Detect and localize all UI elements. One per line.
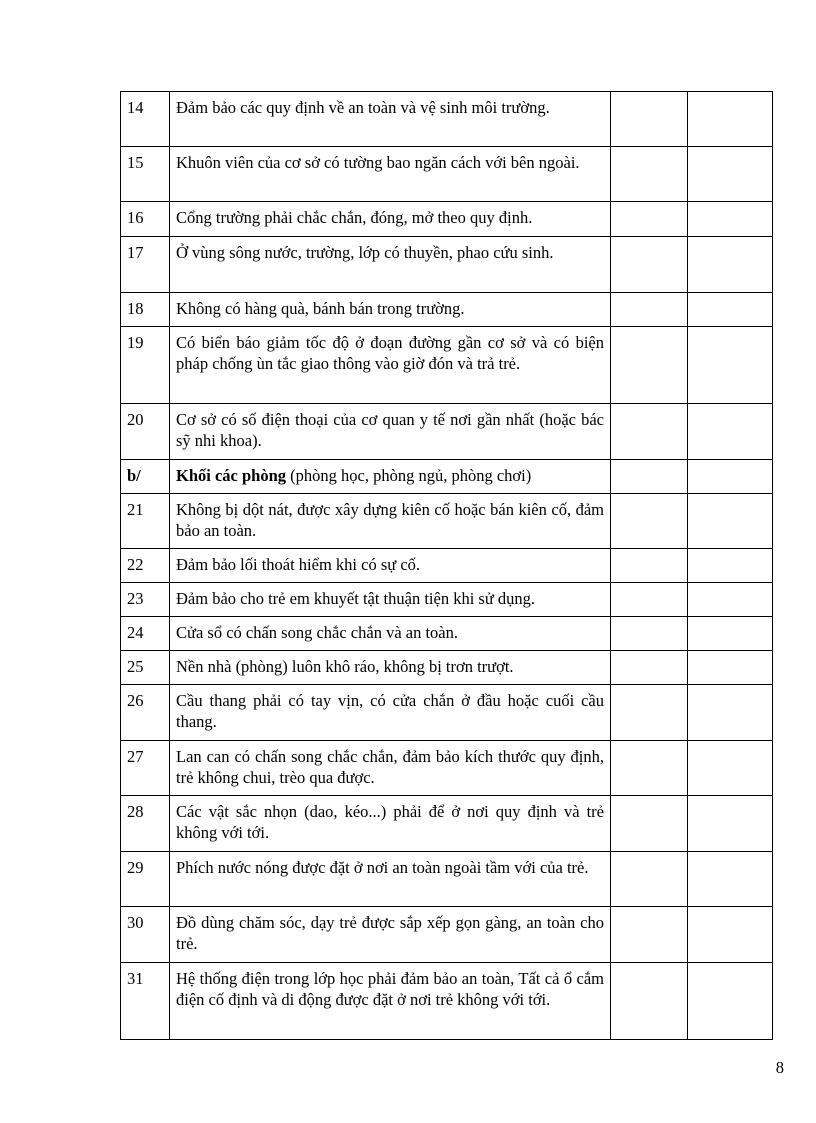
table-row [121,651,773,685]
row-criterion: Cầu thang phải có tay vịn, có cửa chắn ở đầu hoặc cuối cầu thang. [170,685,611,741]
note-cell [688,741,773,796]
check-cell [611,651,688,685]
note-cell [688,685,773,741]
note-cell [688,963,773,1040]
row-number: 15 [121,147,170,202]
table-row [121,494,773,549]
row-number: 21 [121,494,170,549]
section-subtitle: (phòng học, phòng ngủ, phòng chơi) [286,466,532,485]
row-number: 16 [121,202,170,237]
row-criterion: Đảm bảo cho trẻ em khuyết tật thuận tiện khi sử dụng. [170,583,611,617]
check-cell [611,796,688,852]
table-row [121,549,773,583]
row-criterion: Lan can có chấn song chắc chắn, đảm bảo kích thước quy định, trẻ không chui, trèo qua được. [170,741,611,796]
row-criterion: Đảm bảo lối thoát hiểm khi có sự cố. [170,549,611,583]
row-number: 23 [121,583,170,617]
table-row [121,617,773,651]
note-cell [688,852,773,907]
table-row [121,147,773,202]
row-number: 19 [121,327,170,404]
check-cell [611,549,688,583]
check-cell [611,147,688,202]
check-cell [611,202,688,237]
row-criterion: Không bị dột nát, được xây dựng kiên cố hoặc bán kiên cố, đảm bảo an toàn. [170,494,611,549]
row-criterion: Hệ thống điện trong lớp học phải đảm bảo an toàn, Tất cả ổ cắm điện cố định và di động được đặt ở nơi trẻ không với tới. [170,963,611,1040]
section-number: b/ [121,460,170,494]
row-criterion: Đảm bảo các quy định về an toàn và vệ sinh môi trường. [170,92,611,147]
row-criterion: Không có hàng quà, bánh bán trong trường. [170,293,611,327]
table-row [121,583,773,617]
note-cell [688,549,773,583]
row-criterion: Cổng trường phải chắc chắn, đóng, mở theo quy định. [170,202,611,237]
table-row [121,404,773,460]
section-heading [170,460,611,494]
note-cell [688,583,773,617]
check-cell [611,907,688,963]
safety-checklist-table [120,91,773,1040]
check-cell [611,460,688,494]
row-criterion: Cửa sổ có chấn song chắc chắn và an toàn. [170,617,611,651]
note-cell [688,460,773,494]
page-number: 8 [775,1058,784,1077]
section-header-row [121,460,773,494]
note-cell [688,92,773,147]
check-cell [611,404,688,460]
table-row [121,92,773,147]
check-cell [611,617,688,651]
row-number: 24 [121,617,170,651]
row-number: 20 [121,404,170,460]
table-row [121,202,773,237]
row-number: 17 [121,237,170,293]
check-cell [611,963,688,1040]
table-row [121,796,773,852]
check-cell [611,494,688,549]
note-cell [688,147,773,202]
check-cell [611,583,688,617]
table-row [121,293,773,327]
row-criterion: Khuôn viên của cơ sở có tường bao ngăn cách với bên ngoài. [170,147,611,202]
row-number: 27 [121,741,170,796]
table-row [121,327,773,404]
row-number: 18 [121,293,170,327]
row-criterion: Ở vùng sông nước, trường, lớp có thuyền, phao cứu sinh. [170,237,611,293]
check-cell [611,237,688,293]
check-cell [611,293,688,327]
table-row [121,852,773,907]
note-cell [688,796,773,852]
check-cell [611,685,688,741]
row-number: 25 [121,651,170,685]
table-row [121,741,773,796]
row-number: 29 [121,852,170,907]
row-number: 31 [121,963,170,1040]
row-number: 26 [121,685,170,741]
note-cell [688,651,773,685]
row-criterion: Cơ sở có số điện thoại của cơ quan y tế nơi gần nhất (hoặc bác sỹ nhi khoa). [170,404,611,460]
note-cell [688,494,773,549]
table-row [121,237,773,293]
note-cell [688,293,773,327]
row-criterion: Các vật sắc nhọn (dao, kéo...) phải để ở nơi quy định và trẻ không với tới. [170,796,611,852]
row-criterion: Phích nước nóng được đặt ở nơi an toàn ngoài tầm với của trẻ. [170,852,611,907]
check-cell [611,92,688,147]
note-cell [688,907,773,963]
row-number: 22 [121,549,170,583]
table-row [121,963,773,1040]
row-number: 30 [121,907,170,963]
note-cell [688,202,773,237]
table-row [121,685,773,741]
row-criterion: Có biển báo giảm tốc độ ở đoạn đường gần cơ sở và có biện pháp chống ùn tắc giao thông vào giờ đón và trả trẻ. [170,327,611,404]
note-cell [688,237,773,293]
check-cell [611,741,688,796]
row-criterion: Đồ dùng chăm sóc, dạy trẻ được sắp xếp gọn gàng, an toàn cho trẻ. [170,907,611,963]
note-cell [688,617,773,651]
table-row [121,907,773,963]
row-number: 14 [121,92,170,147]
note-cell [688,327,773,404]
row-criterion: Nền nhà (phòng) luôn khô ráo, không bị trơn trượt. [170,651,611,685]
row-number: 28 [121,796,170,852]
check-cell [611,852,688,907]
note-cell [688,404,773,460]
check-cell [611,327,688,404]
section-title: Khối các phòng [176,466,287,485]
